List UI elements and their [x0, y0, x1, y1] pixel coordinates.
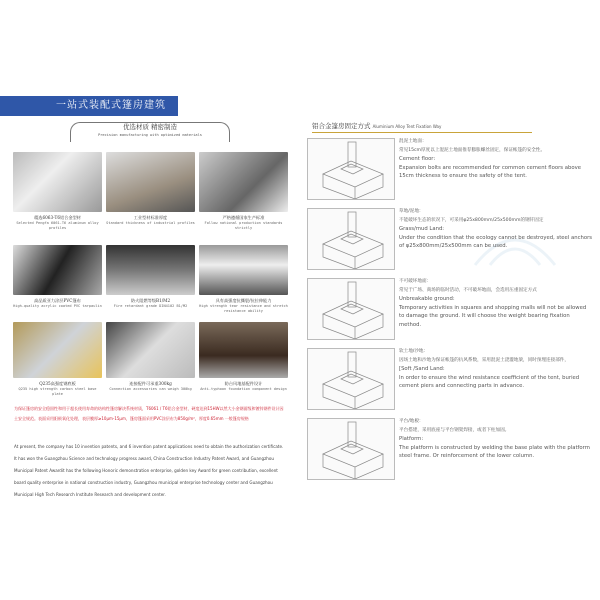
photo-caption-cn: 工业型材标准厚度 [133, 215, 168, 220]
base-plate-diagram-icon [308, 419, 394, 479]
method-title-cn: 平台/地板： [399, 419, 424, 424]
fixation-method [399, 348, 593, 391]
photo-caption-cn: 防台风地基配件设计 [224, 381, 263, 386]
fixation-heading-en: Aluminium Alloy Tent Fixation Way [372, 124, 442, 129]
fixation-method-row [307, 208, 593, 270]
fixation-method [399, 278, 593, 330]
method-desc-cn: 平台搭建，采用底座与平台钢架焊接，或者下柱加固。 [399, 427, 510, 433]
photo-caption [199, 215, 288, 230]
photo-caption-en: High strength tear resistance and stretch resistance ability [199, 304, 288, 313]
method-title-en: [Soft /Sand Land: [399, 366, 445, 373]
fixation-diagram [307, 278, 395, 340]
product-photo [106, 152, 195, 212]
method-desc-cn: 常见于广场、商场的临时活动，不可破坏地面，会选用压重固定方式 [399, 287, 537, 293]
section-title [70, 122, 230, 142]
photo-caption [199, 298, 288, 313]
method-title-cn: 软土地/沙地： [399, 349, 429, 354]
method-desc-en: Temporary activities in squares and shopping malls will not be allowed to damage the ground. It will choose the weight bearing fixation method. [399, 304, 587, 328]
base-plate-diagram-icon [308, 139, 394, 199]
photo-caption-cn: 防火阻燃等级B1/M2 [130, 298, 171, 303]
fixation-method [399, 138, 593, 181]
method-desc-en: In order to ensure the wind resistance coefficient of the tent, buried cement piers and connecting parts in advance. [399, 374, 580, 390]
method-title-en: Unbreakable ground: [399, 296, 455, 303]
photo-caption-cn: 具有高强度抗撕裂/抗拉伸能力 [215, 298, 272, 303]
paragraph-en: At present, the company has 10 invention patents, and 6 invention patent applications need to obtain the authorization certificate. It has won the Guangzhou Science and technology progress award, China Construction Industry Patent Award, and Guangzhou Municipal Patent Awardit has the following Honoric demonstration enterprise, golden key Award for green contribution, excellent board quality enterprise in national construction industry, Guangzhou municipal enterprise technology center and Guangzhou Municipal High Tech Research Institute Research and development center. [14, 444, 284, 497]
photo-caption-en: Follow national production standards strictly [204, 221, 283, 230]
method-desc-en: Under the condition that the ecology cannot be destroyed, steel anchors of φ25x800mm/25x500mm can be used. [399, 234, 593, 250]
paragraph-cn: 为保证篷房的安全稳固性和用于超长使用寿命的结构性篷房解决系统材质，T6061 / T6铝合金型材，硬度达到15HW以然大小金钢面级和镀锌钢件设计因土安全规范。表面采用阳极氧化处理，表层膜厚≥10μm-15μm，篷房篷面采用PVC涂层布为850g/m²，厚度0.65mm 一般篷房规格 [14, 406, 284, 421]
product-photo [106, 245, 195, 295]
fixation-diagram [307, 418, 395, 480]
photo-caption-cn: 严格遵循国家生产标准 [222, 215, 265, 220]
photo-caption-en: Q235 high strength carbon steel base plate [18, 387, 97, 396]
fixation-method-row [307, 348, 593, 410]
photo-caption [106, 298, 195, 309]
product-photo [199, 152, 288, 212]
photo-caption-en: Standard thickness of industrial profiles [106, 221, 195, 225]
base-plate-diagram-icon [308, 349, 394, 409]
method-title-en: Cement floor: [399, 156, 436, 163]
photo-caption-cn: Q235高强度钢底板 [39, 381, 76, 386]
photo-caption-en: Anti-typhoon foundation component design [200, 387, 287, 391]
photo-caption [13, 215, 102, 230]
product-photo [13, 152, 102, 212]
fixation-diagram [307, 138, 395, 200]
photo-caption-en: Fire retardant grade DIN4102 B1/M2 [113, 304, 188, 308]
photo-caption-cn: 连接配件可承重300kg [129, 381, 172, 386]
method-desc-en: Expansion bolts are recommended for common cement floors above 15cm thickness to ensure the safety of the tent. [399, 164, 581, 180]
photo-caption-en: Connection accessories can weigh 300kg [109, 387, 192, 391]
base-plate-diagram-icon [308, 279, 394, 339]
product-photo [13, 322, 102, 378]
method-desc-en: The platform is constructed by welding the base plate with the platform steel frame. Or reinforcement of the lower column. [399, 444, 590, 460]
product-photo [106, 322, 195, 378]
photo-caption [106, 215, 195, 226]
photo-caption [13, 381, 102, 396]
fixation-method [399, 418, 593, 461]
method-desc-cn: 因场土地和沙地为保证帐篷的抗风系数，采用混泥土浇灌地梁，同时预埋连接部件， [399, 357, 569, 363]
fixation-methods-list [307, 138, 593, 480]
method-title-cn: 混泥土地面： [399, 139, 427, 144]
photo-caption-en: High-quality acrylic coated PVC tarpaulin [13, 304, 102, 308]
fixation-diagram [307, 208, 395, 270]
fixation-heading [312, 121, 532, 133]
section-title-en: Precision manufacturing with optimized materials [98, 133, 202, 137]
fixation-heading-cn: 铝合金篷房固定方式 [312, 122, 371, 130]
photo-caption [199, 381, 288, 392]
method-title-cn: 草地/泥地： [399, 209, 424, 214]
method-desc-cn: 常见15cm厚度以上混泥土地面推荐膨胀螺丝固定，保证帐篷的安全性。 [399, 147, 546, 153]
photo-caption [13, 298, 102, 309]
photo-caption-cn: 高品质亚力涂层PVC篷布 [34, 298, 81, 303]
product-photo [13, 245, 102, 295]
photo-caption-cn: 精选6063-T6铝合金型材 [34, 215, 81, 220]
fixation-method-row [307, 278, 593, 340]
fixation-method-row [307, 138, 593, 200]
fixation-method-row [307, 418, 593, 480]
fixation-diagram [307, 348, 395, 410]
photo-caption [106, 381, 195, 392]
photo-caption-en: Selected Pengfa 6061-T6 aluminum alloy profiles [16, 221, 99, 230]
banner-title: 一站式装配式篷房建筑 [0, 96, 178, 116]
fixation-method [399, 208, 593, 251]
method-desc-cn: 不能破坏生态的状况下，可采用φ25x800mm/25x500mm的钢钎固定 [399, 217, 544, 223]
method-title-en: Platform: [399, 436, 424, 443]
method-title-en: Grass/mud Land: [399, 226, 445, 233]
product-photo [199, 322, 288, 378]
base-plate-diagram-icon [308, 209, 394, 269]
method-title-cn: 不可破坏地面： [399, 279, 432, 284]
section-title-cn: 优选材质 精密制造 [122, 123, 178, 131]
product-photo [199, 245, 288, 295]
